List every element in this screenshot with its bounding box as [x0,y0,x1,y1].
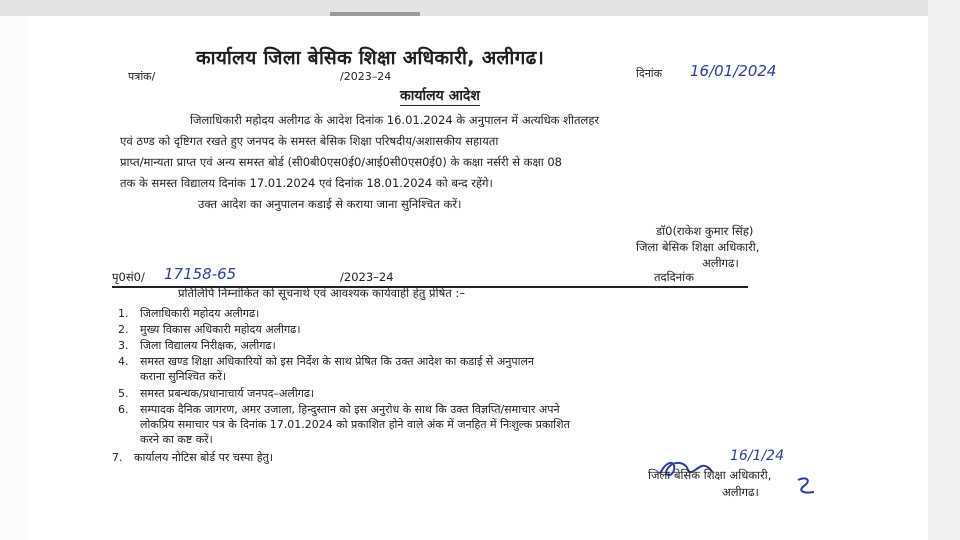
item-text: जिलाधिकारी महोदय अलीगढ। [140,307,260,320]
copy-list-item [112,450,273,465]
pusan-number: 17158-65 [164,265,237,283]
copy-list-item [118,306,259,321]
item-number: 1. [118,307,129,320]
order-line-4: तक के समस्त विद्यालय दिनांक 17.01.2024 एवं दिनांक 18.01.2024 को बन्द रहेंगे। [120,176,493,190]
initials-mark [792,474,822,498]
item-number: 3. [118,339,129,352]
item-text: समस्त खण्ड शिक्षा अधिकारियों को इस निर्देश के साथ प्रेषित कि उक्त आदेश का कडाई से अनुपालन [140,355,535,368]
item-number: 7. [112,451,123,464]
order-line-3: प्राप्त/मान्यता प्राप्त एवं अन्य समस्त बोर्ड (सी0बी0एस0ई0/आई0सी0एस0ई0) के कक्षा नर्सरी से कक्षा 08 [120,155,562,169]
patrank-label: पत्रांक/ [128,70,156,83]
patrank-year: /2023–24 [340,70,392,83]
item-text: मुख्य विकास अधिकारी महोदय अलीगढ। [140,323,301,336]
item-text: समस्त प्रबन्धक/प्रधानाचार्य जनपद–अलीगढ। [140,387,315,400]
copy-list-item [118,354,534,369]
copy-list-item [118,322,301,337]
item-number: 2. [118,323,129,336]
footer-designation: जिला बेसिक शिक्षा अधिकारी, [648,468,772,482]
copy-intro: प्रतिलिपि निम्नांकित को सूचनार्थ एवं आवश्यक कार्यवाही हेतु प्रेषित :– [178,286,466,300]
copy-list-item [118,338,276,353]
item-text-continued: करने का कष्ट करें। [140,433,213,446]
top-bar [0,0,960,16]
left-margin [0,16,28,540]
item-text: सम्पादक दैनिक जागरण, अमर उजाला, हिन्दुस्तान को इस अनुरोध के साथ कि उक्त विज्ञप्ति/समाचार अपने [140,403,560,416]
tad-dinank: तददिनांक [654,270,694,284]
document-page [28,16,928,540]
right-edge-strip [928,0,960,540]
dinank-label: दिनांक [636,67,663,80]
item-text: कार्यालय नोटिस बोर्ड पर चस्पा हेतु। [134,451,274,464]
handwritten-date: 16/1/24 [730,448,784,464]
order-line-5: उक्त आदेश का अनुपालन कडाई से कराया जाना सुनिश्चित करें। [198,197,462,211]
signatory-name: डॉ0(राकेश कुमार सिंह) [656,224,754,238]
copy-list-item [118,402,560,417]
order-title: कार्यालय आदेश [400,88,480,104]
office-title: कार्यालय जिला बेसिक शिक्षा अधिकारी, अलीगढ। [196,47,545,69]
item-number: 4. [118,355,129,368]
copy-list-item [118,386,314,401]
item-number: 6. [118,403,129,416]
item-text: जिला विद्यालय निरीक्षक, अलीगढ। [140,339,276,352]
item-number: 5. [118,387,129,400]
pusan-label: पृ0सं0/ [112,270,145,284]
pusan-year: /2023–24 [340,270,394,284]
order-line-2: एवं ठण्ड को दृष्टिगत रखते हुए जनपद के समस्त बेसिक शिक्षा परिषदीय/अशासकीय सहायता [120,134,499,148]
signatory-designation: जिला बेसिक शिक्षा अधिकारी, [636,240,760,254]
footer-place: अलीगढ। [722,485,759,499]
order-line-1: जिलाधिकारी महोदय अलीगढ के आदेश दिनांक 16.01.2024 के अनुपालन में अत्यधिक शीतलहर [190,113,600,127]
item-text-continued: लोकप्रिय समाचार पत्र के दिनांक 17.01.2024 को प्रकाशित होने वाले अंक में जनहित में निःशुल्क प्रकाशित [140,418,570,431]
dinank-value: 16/01/2024 [690,62,777,80]
item-text-continued: कराना सुनिश्चित करें। [140,370,227,383]
signatory-place: अलीगढ। [702,256,739,270]
